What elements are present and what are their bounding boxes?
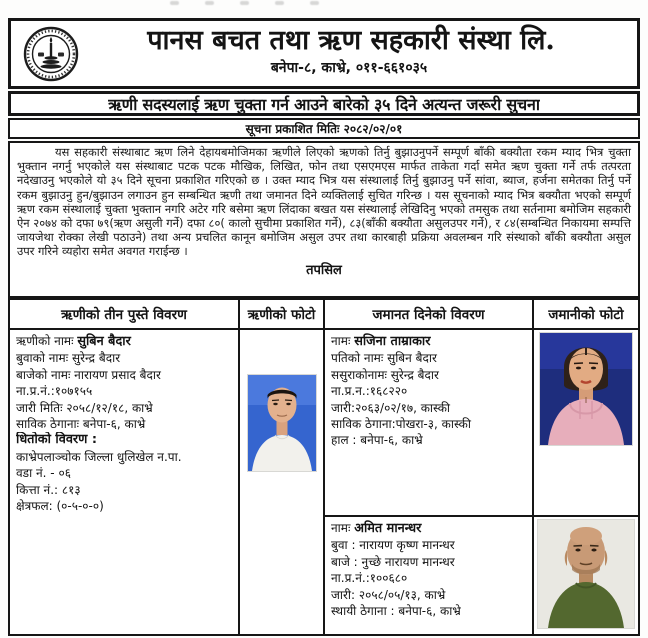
publish-date-text: सूचना प्रकाशित मितिः २०८२/०२/०१ <box>245 122 403 136</box>
guarantor1-photo <box>534 330 638 517</box>
detail-line: स्थायी ठेगाना : बनेपा-६, काभ्रे <box>331 604 461 619</box>
detail-line: बुवा : नारायण कृष्ण मानन्धर <box>331 538 455 553</box>
guarantor2-photo <box>534 517 638 634</box>
guarantor2-name: अमित मानन्धर <box>354 521 422 536</box>
tapasil-heading: तपसिल <box>306 262 342 278</box>
detail-line: क्षेत्रफल: (०-५-०-०) <box>16 499 104 514</box>
borrower-details-cell <box>10 330 240 634</box>
borrower-photo <box>240 330 325 634</box>
borrower-name-line: ऋणीको नामः सुबिन बैदार <box>16 334 131 349</box>
cutoff-print-fragments <box>170 1 500 8</box>
detail-line: ना.प्र.नं.:१०७१५५ <box>16 384 93 399</box>
collateral-heading: धितोको विवरण : <box>16 432 97 448</box>
details-table <box>8 298 640 636</box>
table-header-guarantor-details: जमानत दिनेको विवरण <box>325 300 534 330</box>
notice-body-box <box>8 141 640 298</box>
org-name: पानस बचत तथा ऋण सहकारी संस्था लि. <box>147 25 555 56</box>
detail-line: बाजेको नामः नारायण प्रसाद बैदार <box>16 367 161 382</box>
notice-banner <box>8 91 640 116</box>
table-header-borrower-details: ऋणीको तीन पुस्ते विवरण <box>10 300 240 330</box>
table-header-borrower-photo: ऋणीको फोटो <box>240 300 325 330</box>
detail-line: पतिको नामः सुबिन बैदार <box>331 351 437 366</box>
guarantor1-name-line: नामः सजिना ताम्राकार <box>331 334 431 349</box>
publish-date-strip <box>8 118 640 139</box>
detail-line: ना.प्र.नं.:१००६८० <box>331 571 408 586</box>
detail-line: बुवाको नामः सुरेन्द्र बैदार <box>16 351 121 366</box>
detail-line: काभ्रेपलाञ्चोक जिल्ला धुलिखेल न.पा. <box>16 449 182 464</box>
notice-title: ऋणी सदस्यलाई ऋण चुक्ता गर्न आउने बारेको ३५ दिने अत्यन्त जरूरी सुचना <box>108 94 540 114</box>
guarantor2-name-line: नामः अमित मानन्धर <box>331 521 422 536</box>
detail-line: जारी:२०६३/०२/१७, कास्की <box>331 400 451 415</box>
detail-line: हाल : बनेपा-६, काभ्रे <box>331 433 423 448</box>
detail-line: ससुराकोनामः सुरेन्द्र बैदार <box>331 367 439 382</box>
detail-line: साविक ठेगानाः बनेपा-६, काभ्रे <box>16 417 146 432</box>
guarantor1-details-cell <box>325 330 534 517</box>
detail-line: साविक ठेगाना:पोखरा-३, कास्की <box>331 417 471 432</box>
guarantor1-name: सजिना ताम्राकार <box>354 334 431 349</box>
detail-line: जारी मितिः २०५८/१२/१८, काभ्रे <box>16 400 153 415</box>
detail-line: वडा नं. - ०६ <box>16 466 71 481</box>
detail-line: ना.प्र.न.:१६८२२० <box>331 384 408 399</box>
detail-line: बाजे : नुच्छे नारायण मानन्धर <box>331 554 455 569</box>
detail-line: जारी: २०५८/०५/१३, काभ्रे <box>331 587 446 602</box>
detail-line: कित्ता नं.: ८१३ <box>16 482 81 497</box>
table-header-guarantor-photo: जमानीको फोटो <box>534 300 638 330</box>
org-seal-logo <box>23 26 79 82</box>
org-address-phone: बनेपा-८, काभ्रे, ०११-६६१०३५ <box>270 60 428 76</box>
notice-body-paragraph: यस सहकारी संस्थाबाट ऋण लिने देहायबमोजिमका ऋणीले लिएको ऋणको तिर्नु बुझाउनुपर्ने सम्पूर्ण बाँकी बक्यौता रकम म्याद भित्र चुक्ता भुक्तान नगर्नु भएकोले यस संस्थाबाट पटक पटक मौखिक, लिखित, फोन तथा एसएमएस मार्फत ताकेता गर्दा समेत ऋण चुक्ता गर्ने तर्फ तत्परता नदेखाउनु भएकोले यो ३५ दिने सूचना प्रकाशित गरिएको छ । उक्त म्याद भित्र यस संस्थालाई तिर्नु बुझाउनु पर्ने सांवा, ब्याज, हर्जना समेतका तिर्नु पर्ने रकम बुझाउनु हुन/बुझाउन लगाउन हुन सम्बन्धित ऋणी तथा जमानत दिने व्यक्तिलाई सुचित गरिन्छ । यस सूचनाको म्याद भित्र बक्यौता भएको सम्पूर्ण ऋण रकम संस्थालाई चुक्ता भुक्तान नगरि अटेर गरि बसेमा ऋण लिंदाका बखत यस संस्थालाई लेखिदिनु भएको तमसुक तथा सर्तनामा बमोजिम सहकारी ऐन २०७४ को दफा ७९(ऋण असुली गर्ने) दफा ८०( कालो सुचीमा प्रकाशित गर्ने), ८३(बाँकी बक्यौता असुलउपर गर्ने), र ८४(सम्बन्धित निकायमा सम्पत्ति जायजेथा रोक्का लेखी पठाउने) तथा अन्य प्रचलित कानून बमोजिम असुल उपर तथा कारबाही प्रक्रिया अवलम्बन गरि संस्थाको बाँकी बक्यौता असुल उपर गरिने व्यहोरा समेत अवगत गराईन्छ । <box>17 145 631 259</box>
borrower-name: सुबिन बैदार <box>77 334 131 349</box>
header-box <box>8 18 640 89</box>
guarantor2-details-cell <box>325 517 534 634</box>
